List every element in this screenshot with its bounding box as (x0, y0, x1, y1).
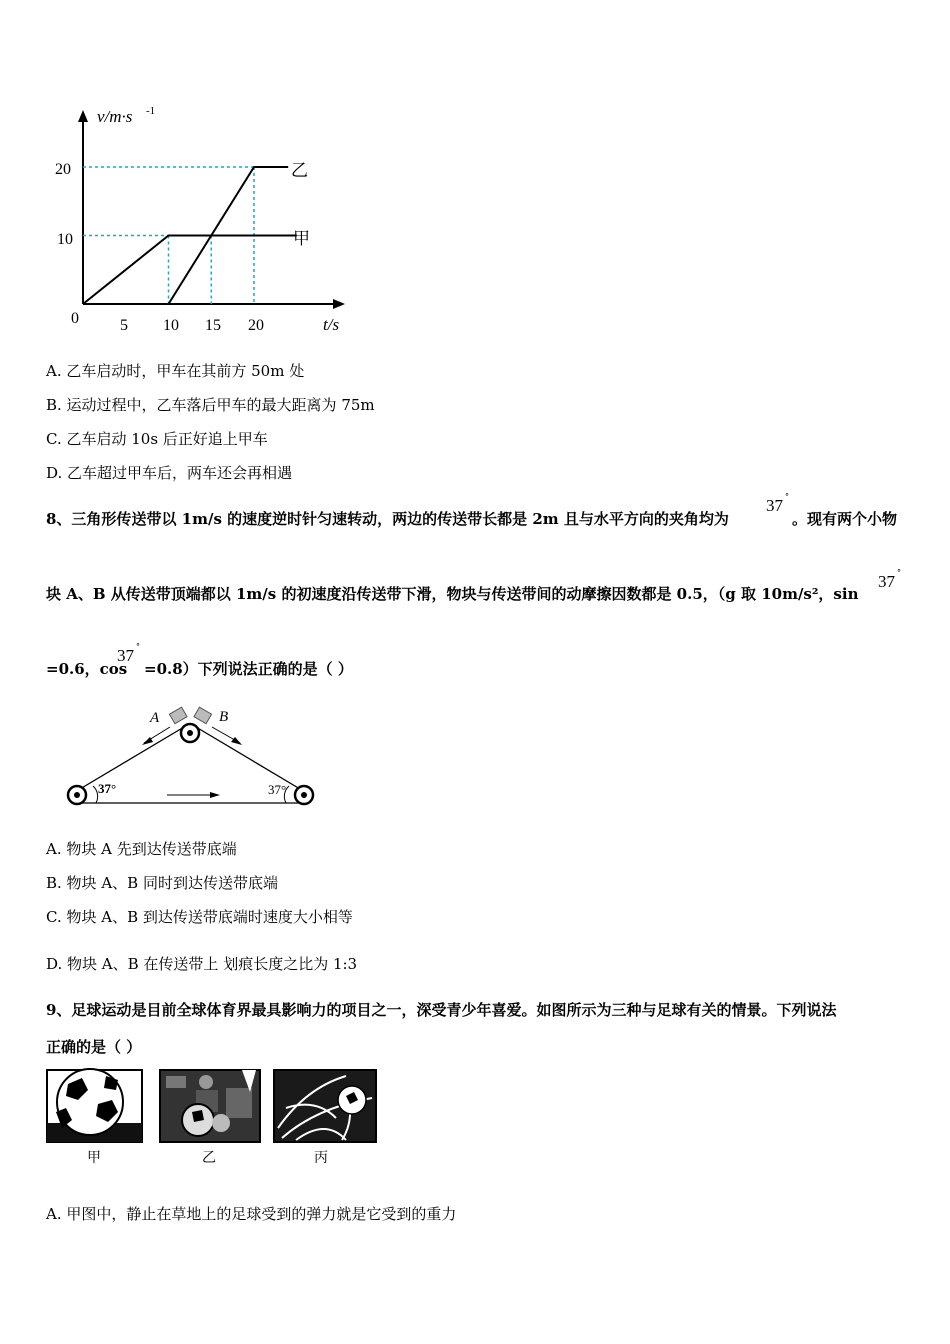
angle-label-left: 37° (98, 781, 117, 796)
x-tick-10: 10 (163, 317, 179, 334)
figure-yi (160, 1070, 260, 1142)
q8-stem-line1: 8、三角形传送带以 1m/s 的速度逆时针匀速转动，两边的传送带长都是 2m 且与水平方向的夹角均为 (46, 510, 729, 528)
block-b (194, 707, 212, 724)
x-axis-label: t/s (323, 315, 340, 334)
conveyor-figure (60, 700, 330, 810)
label-b: B (219, 709, 229, 725)
origin-label: 0 (71, 310, 79, 327)
belt-direction-arrow-head (210, 792, 220, 798)
series-label-jia: 甲 (293, 229, 310, 248)
q9-stem-line1: 9、足球运动是目前全球体育界最具影响力的项目之一，深受青少年喜爱。如图所示为三种与足球有关的情景。下列说法 (46, 1001, 837, 1019)
q8-stem-line3b: =0.8）下列说法正确的是（ ） (144, 660, 353, 678)
q8-stem-line2: 块 A、B 从传送带顶端都以 1m/s 的初速度沿传送带下滑，物块与传送带间的动摩擦因数都是 0.5，（g 取 10m/s²，sin (46, 585, 859, 603)
y-axis-exponent: -1 (146, 105, 156, 117)
x-axis-arrow (333, 299, 345, 309)
figure-jia (47, 1069, 142, 1142)
q8-option-a: A. 物块 A 先到达传送带底端 (46, 840, 237, 858)
x-tick-15: 15 (205, 317, 221, 334)
q7-option-a: A. 乙车启动时，甲车在其前方 50m 处 (46, 362, 305, 380)
q8-angle-3: 37 (117, 646, 134, 665)
q7-option-c: C. 乙车启动 10s 后正好追上甲车 (46, 430, 268, 448)
wheel-left-icon (68, 786, 86, 804)
y-tick-20: 20 (55, 161, 71, 178)
caption-bing: 丙 (314, 1151, 328, 1166)
x-tick-5: 5 (120, 317, 128, 334)
vt-graph (40, 100, 360, 345)
caption-yi: 乙 (202, 1151, 216, 1166)
q8-stem-line1-tail: 。现有两个小物 (792, 510, 898, 528)
figure-bing (274, 1070, 376, 1142)
wheel-right-icon (295, 786, 313, 804)
q9-stem-line2: 正确的是（ ） (46, 1038, 142, 1056)
caption-jia: 甲 (87, 1151, 101, 1166)
q8-deg-1: ° (785, 492, 789, 501)
q8-angle-1: 37 (766, 496, 783, 515)
q8-deg-3: ° (136, 642, 140, 651)
player-head-icon (199, 1075, 213, 1089)
q7-option-b: B. 运动过程中，乙车落后甲车的最大距离为 75m (46, 396, 375, 414)
q8-angle-2: 37 (878, 572, 895, 591)
y-axis-arrow (78, 110, 88, 122)
y-tick-10: 10 (57, 231, 73, 248)
q9-option-a: A. 甲图中，静止在草地上的足球受到的弹力就是它受到的重力 (46, 1205, 457, 1223)
belt-right-top (196, 727, 300, 789)
arrow-b-head (231, 737, 242, 745)
angle-label-right: 37° (268, 782, 287, 797)
football-figures (46, 1068, 381, 1168)
q8-option-d: D. 物块 A、B 在传送带上 划痕长度之比为 1:3 (46, 955, 358, 973)
wheel-top-icon (181, 724, 199, 742)
q8-option-c: C. 物块 A、B 到达传送带底端时速度大小相等 (46, 908, 353, 926)
q8-option-b: B. 物块 A、B 同时到达传送带底端 (46, 874, 278, 892)
q7-option-d: D. 乙车超过甲车后，两车还会再相遇 (46, 464, 293, 482)
angle-arc-left (93, 786, 98, 803)
series-label-yi: 乙 (291, 161, 308, 180)
label-a: A (150, 710, 160, 726)
y-axis-label: v/m·s (97, 107, 133, 126)
q8-stem-line3a: =0.6，cos (46, 660, 128, 678)
block-a (169, 707, 187, 724)
belt-left-top (80, 727, 184, 789)
q8-deg-2: ° (897, 568, 901, 577)
x-tick-20: 20 (248, 317, 264, 334)
